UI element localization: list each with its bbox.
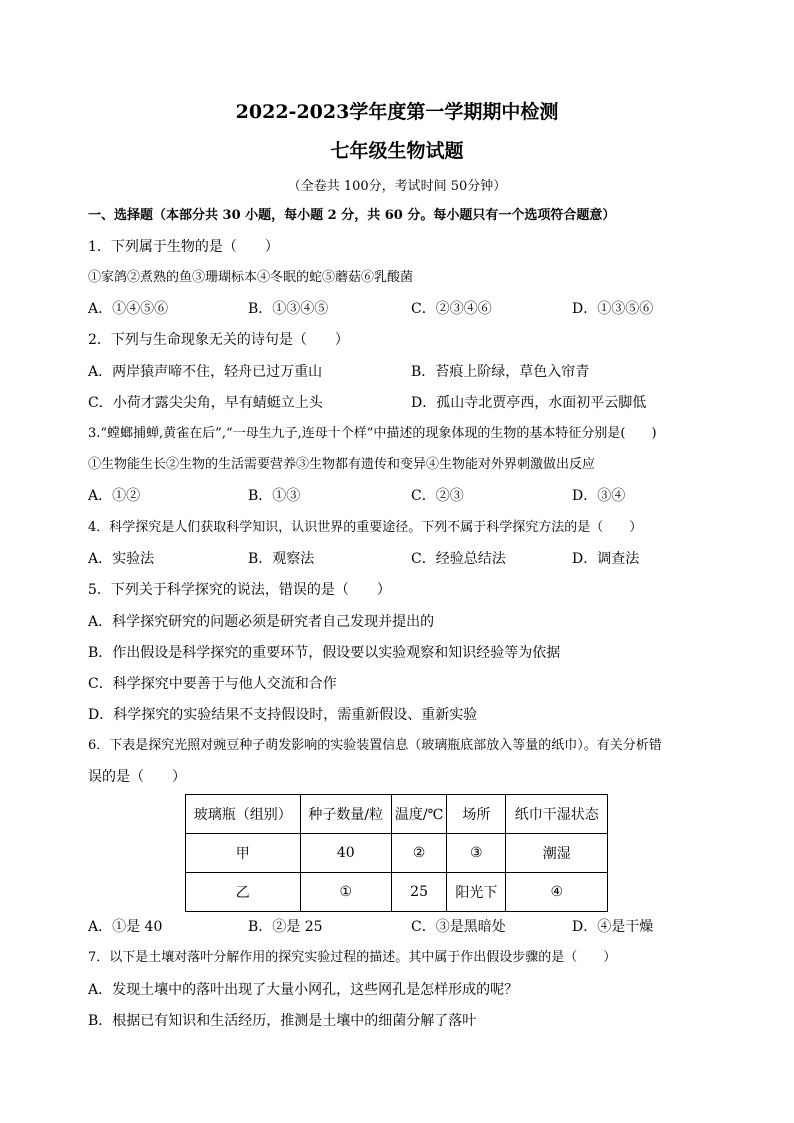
q6-option-a: A．①是 40 bbox=[88, 919, 163, 935]
q1-option-b: B．①③④⑤ bbox=[248, 301, 329, 317]
table-cell: ① bbox=[300, 873, 391, 912]
q3-option-d: D．③④ bbox=[572, 488, 626, 504]
q3-option-c: C．②③ bbox=[411, 488, 464, 504]
q4-option-b: B．观察法 bbox=[248, 551, 315, 567]
table-cell: 乙 bbox=[186, 873, 301, 912]
table-cell: ② bbox=[391, 834, 446, 873]
q2-option-a: A．两岸猿声啼不住，轻舟已过万重山 bbox=[88, 364, 323, 380]
q1-option-a: A．①④⑤⑥ bbox=[88, 301, 169, 317]
q1-option-c: C．②③④⑥ bbox=[411, 301, 492, 317]
q6-stem-line2: 误的是（ ） bbox=[88, 769, 186, 785]
q5-option-d: D．科学探究的实验结果不支持假设时，需重新假设、重新实验 bbox=[88, 707, 478, 723]
table-cell: 25 bbox=[391, 873, 446, 912]
q1-items: ①家鸽②煮熟的鱼③珊瑚标本④冬眠的蛇⑤蘑菇⑥乳酸菌 bbox=[88, 270, 414, 285]
table-cell: 潮湿 bbox=[506, 834, 608, 873]
q6-option-b: B．②是 25 bbox=[248, 919, 323, 935]
q5-option-b: B．作出假设是科学探究的重要环节，假设要以实验观察和知识经验等为依据 bbox=[88, 645, 561, 661]
section-heading: 一、选择题（本部分共 30 小题，每小题 2 分，共 60 分。每小题只有一个选项符合题意） bbox=[88, 208, 616, 223]
table-row bbox=[186, 873, 608, 912]
q7-stem: 7．以下是土壤对落叶分解作用的探究实验过程的描述。其中属于作出假设步骤的是（ ） bbox=[88, 950, 617, 965]
q3-items: ①生物能生长②生物的生活需要营养③生物都有遗传和变异④生物能对外界刺激做出反应 bbox=[88, 457, 596, 472]
header-cell: 纸巾干湿状态 bbox=[506, 795, 608, 834]
table-header-row bbox=[186, 795, 608, 834]
table-cell: 甲 bbox=[186, 834, 301, 873]
q7-option-b: B．根据已有知识和生活经历，推测是土壤中的细菌分解了落叶 bbox=[88, 1013, 477, 1029]
q5-option-c: C．科学探究中要善于与他人交流和合作 bbox=[88, 676, 337, 692]
header-cell: 种子数量/粒 bbox=[300, 795, 391, 834]
exam-note: （全卷共 100分，考试时间 50分钟） bbox=[287, 179, 507, 194]
q2-stem: 2．下列与生命现象无关的诗句是（ ） bbox=[88, 332, 349, 348]
header-cell: 玻璃瓶（组别） bbox=[186, 795, 301, 834]
q6-option-d: D．④是干燥 bbox=[572, 919, 654, 935]
q3-stem: 3.“螳螂捕蝉,黄雀在后”,“一母生九子,连母十个样”中描述的现象体现的生物的基本特征分别是( ) bbox=[88, 426, 657, 441]
exam-subtitle: 七年级生物试题 bbox=[330, 140, 464, 162]
exam-title: 2022-2023学年度第一学期期中检测 bbox=[235, 101, 559, 123]
table-cell: 40 bbox=[300, 834, 391, 873]
experiment-table bbox=[185, 794, 608, 912]
q2-option-d: D．孤山寺北贾亭西，水面初平云脚低 bbox=[411, 395, 647, 411]
q4-option-a: A．实验法 bbox=[88, 551, 155, 567]
q3-option-b: B．①③ bbox=[248, 488, 301, 504]
q7-option-a: A．发现土壤中的落叶出现了大量小网孔，这些网孔是怎样形成的呢？ bbox=[88, 982, 519, 998]
header-cell: 温度/℃ bbox=[391, 795, 446, 834]
q4-stem: 4．科学探究是人们获取科学知识，认识世界的重要途径。下列不属于科学探究方法的是（ ） bbox=[88, 520, 643, 535]
q1-stem: 1．下列属于生物的是（ ） bbox=[88, 239, 279, 255]
table-cell: 阳光下 bbox=[447, 873, 506, 912]
q6-stem-line1: 6．下表是探究光照对豌豆种子萌发影响的实验装置信息（玻璃瓶底部放入等量的纸巾）。有关分析错 bbox=[88, 738, 662, 753]
q6-option-c: C．③是黑暗处 bbox=[411, 919, 506, 935]
q4-option-c: C．经验总结法 bbox=[411, 551, 506, 567]
q1-option-d: D．①③⑤⑥ bbox=[572, 301, 654, 317]
q3-option-a: A．①② bbox=[88, 488, 141, 504]
table-row bbox=[186, 834, 608, 873]
table-cell: ③ bbox=[447, 834, 506, 873]
table-cell: ④ bbox=[506, 873, 608, 912]
q4-option-d: D．调查法 bbox=[572, 551, 640, 567]
q2-option-b: B．苔痕上阶绿，草色入帘青 bbox=[411, 364, 590, 380]
q5-option-a: A．科学探究研究的问题必须是研究者自己发现并提出的 bbox=[88, 614, 435, 630]
q2-option-c: C．小荷才露尖尖角，早有蜻蜓立上头 bbox=[88, 395, 323, 411]
header-cell: 场所 bbox=[447, 795, 506, 834]
q5-stem: 5．下列关于科学探究的说法，错误的是（ ） bbox=[88, 582, 391, 598]
